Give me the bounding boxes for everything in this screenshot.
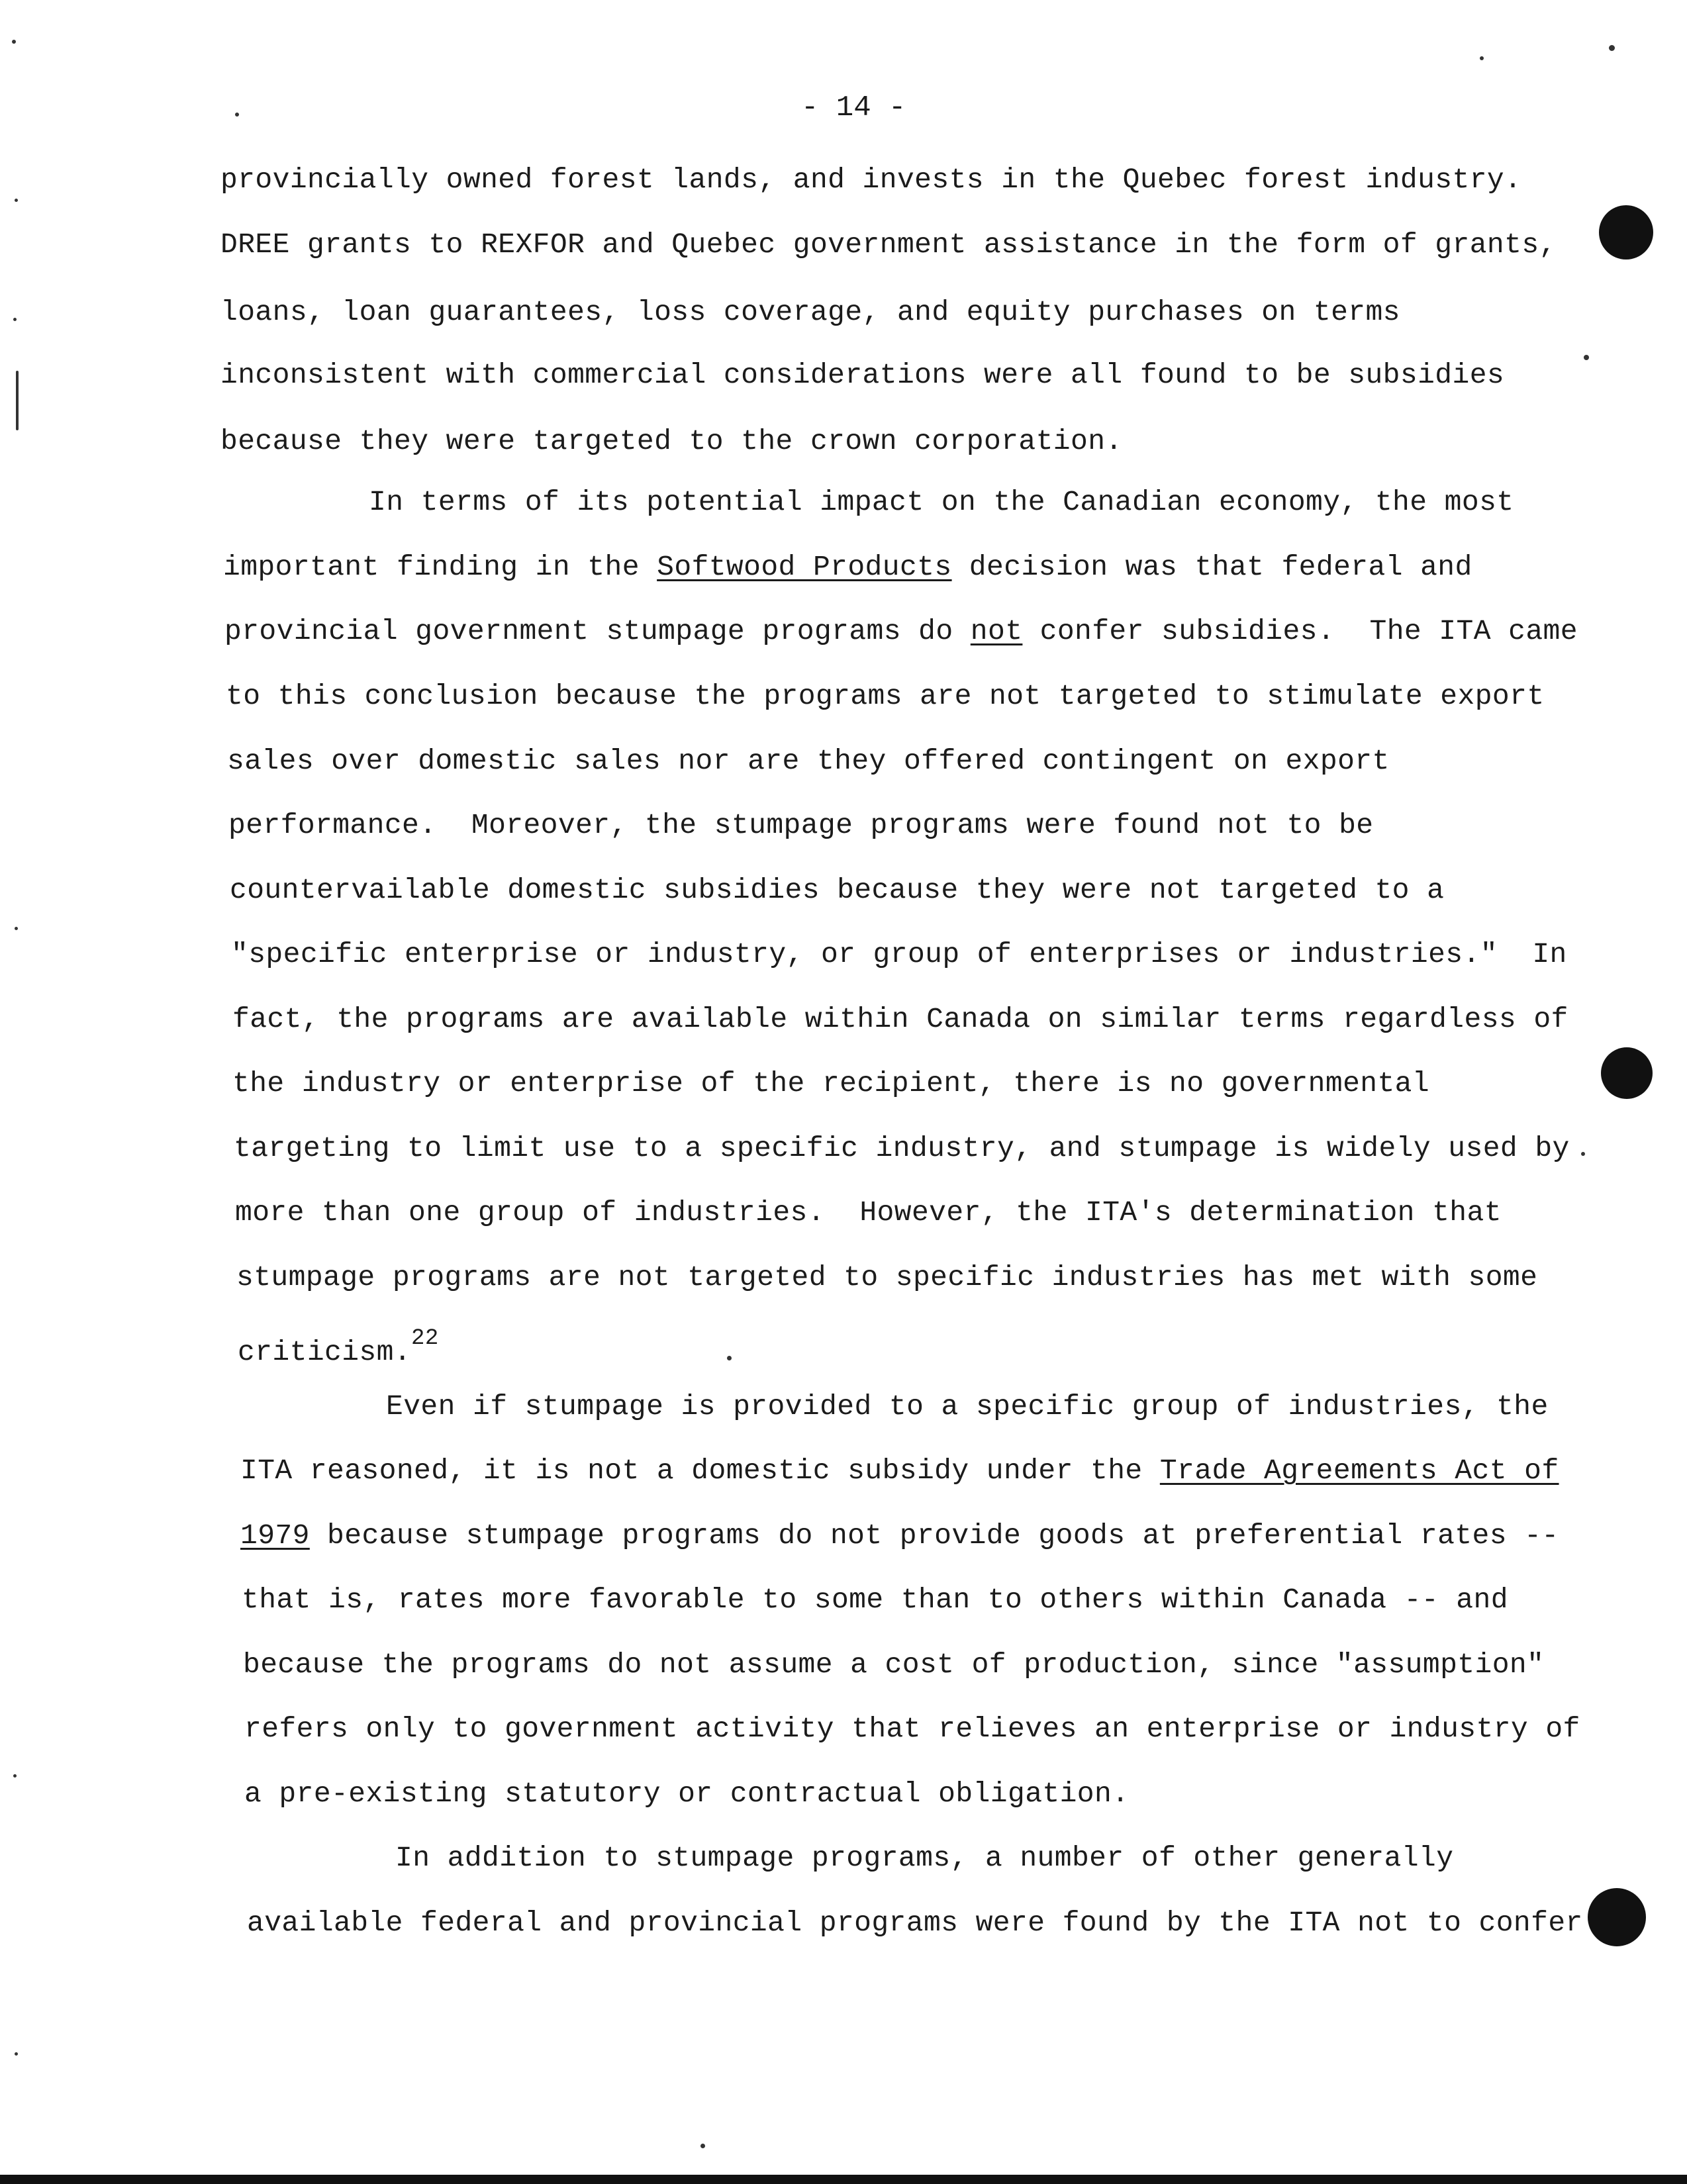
scan-speck bbox=[1609, 45, 1615, 51]
statute-title-year: 1979 bbox=[240, 1519, 310, 1552]
scan-speck bbox=[1480, 56, 1484, 60]
text-span: because stumpage programs do not provide goods at preferential rates -- bbox=[309, 1519, 1559, 1552]
text-line: a pre-existing statutory or contractual obligation. bbox=[244, 1778, 1130, 1810]
text-span: provincial government stumpage programs do bbox=[224, 615, 971, 647]
scan-speck bbox=[16, 371, 19, 430]
text-span: confer subsidies. The ITA came bbox=[1022, 615, 1578, 647]
text-span: decision was that federal and bbox=[951, 551, 1472, 583]
text-line: DREE grants to REXFOR and Quebec government assistance in the form of grants, bbox=[220, 228, 1557, 261]
text-line: loans, loan guarantees, loss coverage, and equity purchases on terms bbox=[220, 296, 1400, 328]
text-line: sales over domestic sales nor are they offered contingent on export bbox=[227, 745, 1390, 777]
scan-speck bbox=[235, 113, 239, 117]
text-line: the industry or enterprise of the recipient, there is no governmental bbox=[232, 1067, 1430, 1100]
text-line: Even if stumpage is provided to a specific group of industries, the bbox=[386, 1390, 1549, 1423]
text-line: because the programs do not assume a cost of production, since "assumption" bbox=[243, 1648, 1545, 1681]
text-line: In terms of its potential impact on the Canadian economy, the most bbox=[369, 486, 1514, 518]
text-line: to this conclusion because the programs are not targeted to stimulate export bbox=[226, 680, 1545, 712]
punch-hole bbox=[1599, 205, 1653, 260]
text-line: fact, the programs are available within Canada on similar terms regardless of bbox=[232, 1003, 1568, 1035]
text-line: targeting to limit use to a specific industry, and stumpage is widely used by bbox=[234, 1132, 1570, 1164]
scan-speck bbox=[1584, 355, 1589, 360]
text-line bbox=[240, 1521, 1559, 1550]
text-line bbox=[238, 1327, 439, 1366]
text-line: available federal and provincial programs were found by the ITA not to confer bbox=[247, 1907, 1583, 1939]
text-line: performance. Moreover, the stumpage programs were found not to be bbox=[228, 809, 1374, 841]
text-line: more than one group of industries. However, the ITA's determination that bbox=[235, 1196, 1502, 1229]
text-line: stumpage programs are not targeted to specific industries has met with some bbox=[236, 1261, 1538, 1294]
scan-speck bbox=[13, 318, 17, 321]
text-line: inconsistent with commercial considerations were all found to be subsidies bbox=[220, 359, 1505, 391]
page-number: - 14 - bbox=[801, 91, 906, 124]
scan-speck bbox=[15, 927, 18, 930]
case-title-softwood-products: Softwood Products bbox=[657, 551, 952, 583]
text-span: ITA reasoned, it is not a domestic subsidy under the bbox=[240, 1454, 1160, 1487]
scan-speck bbox=[15, 2052, 18, 2056]
scan-speck bbox=[13, 1774, 17, 1778]
text-span: criticism. bbox=[238, 1336, 412, 1368]
text-span: important finding in the bbox=[223, 551, 657, 583]
statute-title-trade-agreements-act: Trade Agreements Act of bbox=[1159, 1454, 1559, 1487]
text-line: countervailable domestic subsidies because they were not targeted to a bbox=[230, 874, 1445, 906]
text-line bbox=[240, 1456, 1559, 1485]
footnote-reference: 22 bbox=[411, 1326, 439, 1351]
scan-speck bbox=[727, 1356, 732, 1360]
punch-hole bbox=[1588, 1888, 1646, 1946]
text-line: refers only to government activity that relieves an enterprise or industry of bbox=[244, 1713, 1580, 1745]
scan-bottom-border bbox=[0, 2175, 1687, 2184]
text-line: provincially owned forest lands, and invests in the Quebec forest industry. bbox=[220, 164, 1522, 196]
scan-speck bbox=[12, 40, 16, 44]
punch-hole bbox=[1601, 1047, 1653, 1099]
scan-edge-artifact bbox=[5, 0, 25, 2184]
text-line bbox=[223, 553, 1472, 581]
text-line: In addition to stumpage programs, a number of other generally bbox=[395, 1842, 1454, 1874]
text-line bbox=[224, 617, 1578, 645]
scan-speck bbox=[700, 2144, 705, 2148]
scan-speck bbox=[15, 199, 18, 202]
scan-speck bbox=[1581, 1152, 1585, 1156]
text-line: "specific enterprise or industry, or group of enterprises or industries." In bbox=[231, 938, 1567, 971]
text-line: because they were targeted to the crown corporation. bbox=[220, 425, 1123, 457]
emphasis-not: not bbox=[970, 615, 1023, 647]
text-line: that is, rates more favorable to some than to others within Canada -- and bbox=[242, 1584, 1508, 1616]
